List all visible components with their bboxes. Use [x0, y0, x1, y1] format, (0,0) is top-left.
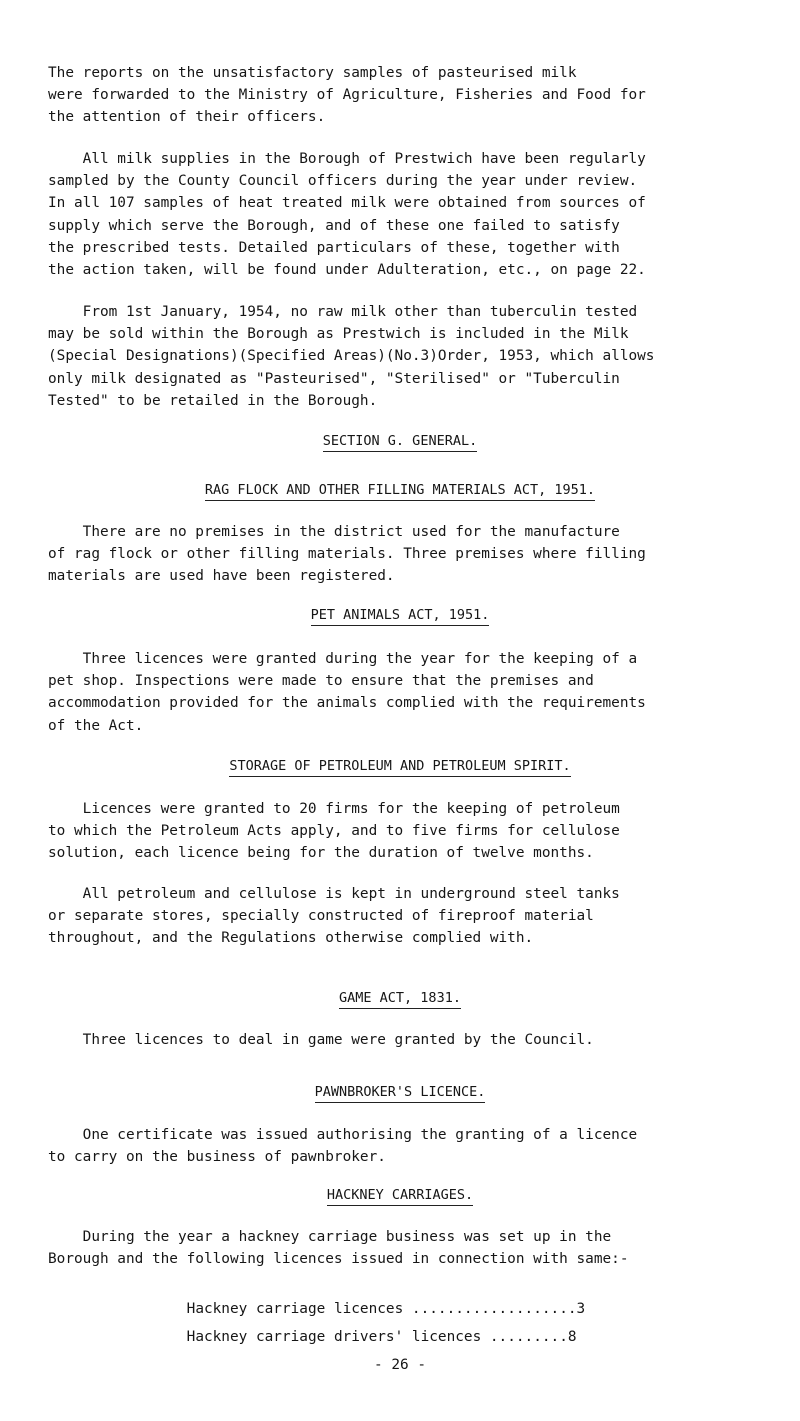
list-item-value: 8 [567, 1329, 577, 1345]
heading-pet-animals-text: PET ANIMALS ACT, 1951. [311, 606, 490, 626]
paragraph-pawnbroker: One certificate was issued authorising the granting of a licence to carry on the business of pawnbroker. [48, 1127, 638, 1166]
heading-pawnbroker [0, 1083, 800, 1103]
paragraph-raw-milk: From 1st January, 1954, no raw milk other than tuberculin tested may be sold within the Borough as Prestwich is included in the Milk (Special Designations)(Specified Areas)(No.3)Order, 1953, which allows only milk designated as "Pasteurised", "Sterilised" or "Tuberculin Tested" to be retailed in the Borough. [48, 304, 655, 409]
paragraph-milk-reports: The reports on the unsatisfactory samples of pasteurised milk were forwarded to the Ministry of Agriculture, Fisheries and Food for the attention of their officers. [48, 65, 646, 126]
paragraph-game-act: Three licences to deal in game were granted by the Council. [48, 1032, 594, 1048]
list-item-value: 3 [576, 1301, 586, 1317]
paragraph-milk-supplies: All milk supplies in the Borough of Prestwich have been regularly sampled by the County Council officers during the year under review. In all 107 samples of heat treated milk were obtained from sources of supply which serve the Borough, and of these one failed to satisfy the prescribed tests. Detailed particulars of these, together with the action taken, will be found under Adulteration, etc., on page 22. [48, 151, 646, 279]
heading-hackney [0, 1186, 800, 1206]
paragraph-rag-flock: There are no premises in the district used for the manufacture of rag flock or other filling materials. Three premises where filling materials are used have been registered. [48, 524, 646, 585]
paragraph-hackney: During the year a hackney carriage business was set up in the Borough and the following licences issued in connection with same:- [48, 1229, 629, 1268]
paragraph-petroleum-storage: All petroleum and cellulose is kept in underground steel tanks or separate stores, specially constructed of fireproof material throughout, and the Regulations otherwise complied with. [48, 886, 620, 947]
heading-petroleum-text: STORAGE OF PETROLEUM AND PETROLEUM SPIRIT. [229, 757, 570, 777]
heading-rag-flock [0, 481, 800, 501]
heading-rag-flock-text: RAG FLOCK AND OTHER FILLING MATERIALS ACT, 1951. [205, 481, 595, 501]
heading-section-g [0, 432, 800, 452]
heading-section-g-text: SECTION G. GENERAL. [323, 432, 477, 452]
heading-petroleum [0, 757, 800, 777]
heading-hackney-text: HACKNEY CARRIAGES. [327, 1186, 473, 1206]
heading-pawnbroker-text: PAWNBROKER'S LICENCE. [315, 1083, 486, 1103]
heading-game-act-text: GAME ACT, 1831. [339, 989, 461, 1009]
list-item-label: Hackney carriage licences ................... [186, 1301, 577, 1317]
paragraph-petroleum-licences: Licences were granted to 20 firms for the keeping of petroleum to which the Petroleum Acts apply, and to five firms for cellulose solution, each licence being for the duration of twelve months. [48, 801, 620, 862]
list-item-label: Hackney carriage drivers' licences ......... [186, 1329, 568, 1345]
heading-game-act [0, 989, 800, 1009]
page-number: - 26 - [374, 1357, 426, 1373]
paragraph-pet-animals: Three licences were granted during the year for the keeping of a pet shop. Inspections were made to ensure that the premises and accommodation provided for the animals complied with the requirements of the Act. [48, 651, 646, 734]
heading-pet-animals [0, 606, 800, 626]
